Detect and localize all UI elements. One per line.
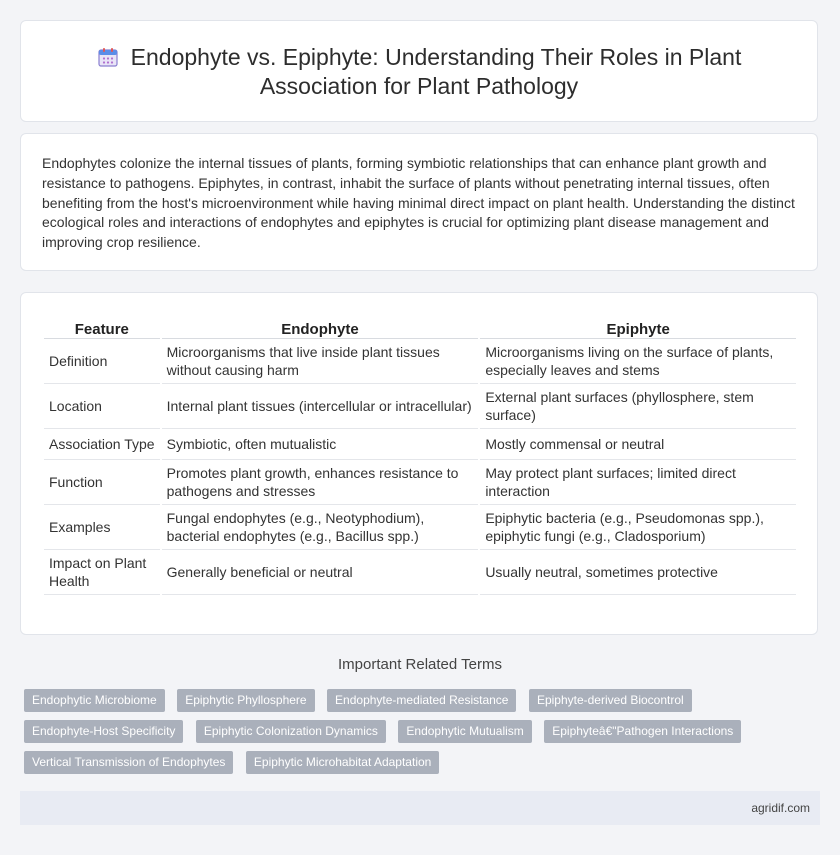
related-term-tag[interactable]: Epiphytic Microhabitat Adaptation: [246, 751, 439, 774]
related-term-tag[interactable]: Epiphytic Phyllosphere: [177, 689, 314, 712]
table-row: [44, 460, 796, 505]
feature-cell: Function: [44, 460, 160, 505]
endophyte-cell: Symbiotic, often mutualistic: [162, 429, 479, 460]
endophyte-cell: Microorganisms that live inside plant tissues without causing harm: [162, 339, 479, 384]
related-term-tag[interactable]: Vertical Transmission of Endophytes: [24, 751, 233, 774]
footer-site-link[interactable]: agridif.com: [751, 801, 810, 815]
table-row: [44, 550, 796, 595]
epiphyte-cell: Microorganisms living on the surface of plants, especially leaves and stems: [480, 339, 796, 384]
feature-cell: Examples: [44, 505, 160, 550]
feature-cell: Location: [44, 384, 160, 429]
header-endophyte: Endophyte: [162, 314, 479, 339]
header-epiphyte: Epiphyte: [480, 314, 796, 339]
related-term-tag[interactable]: Epiphytic Colonization Dynamics: [196, 720, 386, 743]
header-feature: Feature: [44, 314, 160, 339]
title-line-2: Association for Plant Pathology: [259, 73, 579, 99]
page-title: [21, 43, 817, 101]
epiphyte-cell: Usually neutral, sometimes protective: [480, 550, 796, 595]
epiphyte-cell: Mostly commensal or neutral: [480, 429, 796, 460]
feature-cell: Impact on Plant Health: [44, 550, 160, 595]
calendar-icon: [97, 46, 119, 68]
related-term-tag[interactable]: Endophytic Microbiome: [24, 689, 165, 712]
related-terms-list: [24, 689, 804, 782]
epiphyte-cell: Epiphytic bacteria (e.g., Pseudomonas spp.), epiphytic fungi (e.g., Cladosporium): [480, 505, 796, 550]
table-row: [44, 384, 796, 429]
endophyte-cell: Fungal endophytes (e.g., Neotyphodium), bacterial endophytes (e.g., Bacillus spp.): [162, 505, 479, 550]
footer-bar: [20, 791, 820, 825]
endophyte-cell: Promotes plant growth, enhances resistance to pathogens and stresses: [162, 460, 479, 505]
comparison-table: [42, 314, 798, 595]
related-term-tag[interactable]: Epiphyte-derived Biocontrol: [529, 689, 692, 712]
table-row: [44, 429, 796, 460]
title-line-1: Endophyte vs. Epiphyte: Understanding Their Roles in Plant: [130, 44, 742, 70]
related-term-tag[interactable]: Endophyte-Host Specificity: [24, 720, 183, 743]
intro-paragraph: Endophytes colonize the internal tissues of plants, forming symbiotic relationships that can enhance plant growth and resistance to pathogens. Epiphytes, in contrast, inhabit the surface of plants without penetrating internal tissues, often benefiting from the host's microenvironment while having minimal direct impact on plant health. Understanding the distinct ecological roles and interactions of endophytes and epiphytes is crucial for optimizing plant disease management and improving crop resilience.: [42, 155, 795, 251]
epiphyte-cell: May protect plant surfaces; limited direct interaction: [480, 460, 796, 505]
table-row: [44, 505, 796, 550]
title-card: [20, 20, 818, 122]
endophyte-cell: Internal plant tissues (intercellular or intracellular): [162, 384, 479, 429]
related-terms-title: Important Related Terms: [338, 656, 502, 673]
table-row: [44, 339, 796, 384]
epiphyte-cell: External plant surfaces (phyllosphere, stem surface): [480, 384, 796, 429]
table-header-row: [44, 314, 796, 339]
feature-cell: Definition: [44, 339, 160, 384]
related-term-tag[interactable]: Epiphyteâ€"Pathogen Interactions: [544, 720, 741, 743]
endophyte-cell: Generally beneficial or neutral: [162, 550, 479, 595]
related-term-tag[interactable]: Endophytic Mutualism: [398, 720, 531, 743]
comparison-card: [20, 292, 818, 635]
related-term-tag[interactable]: Endophyte-mediated Resistance: [327, 689, 516, 712]
intro-card: [20, 133, 818, 271]
feature-cell: Association Type: [44, 429, 160, 460]
